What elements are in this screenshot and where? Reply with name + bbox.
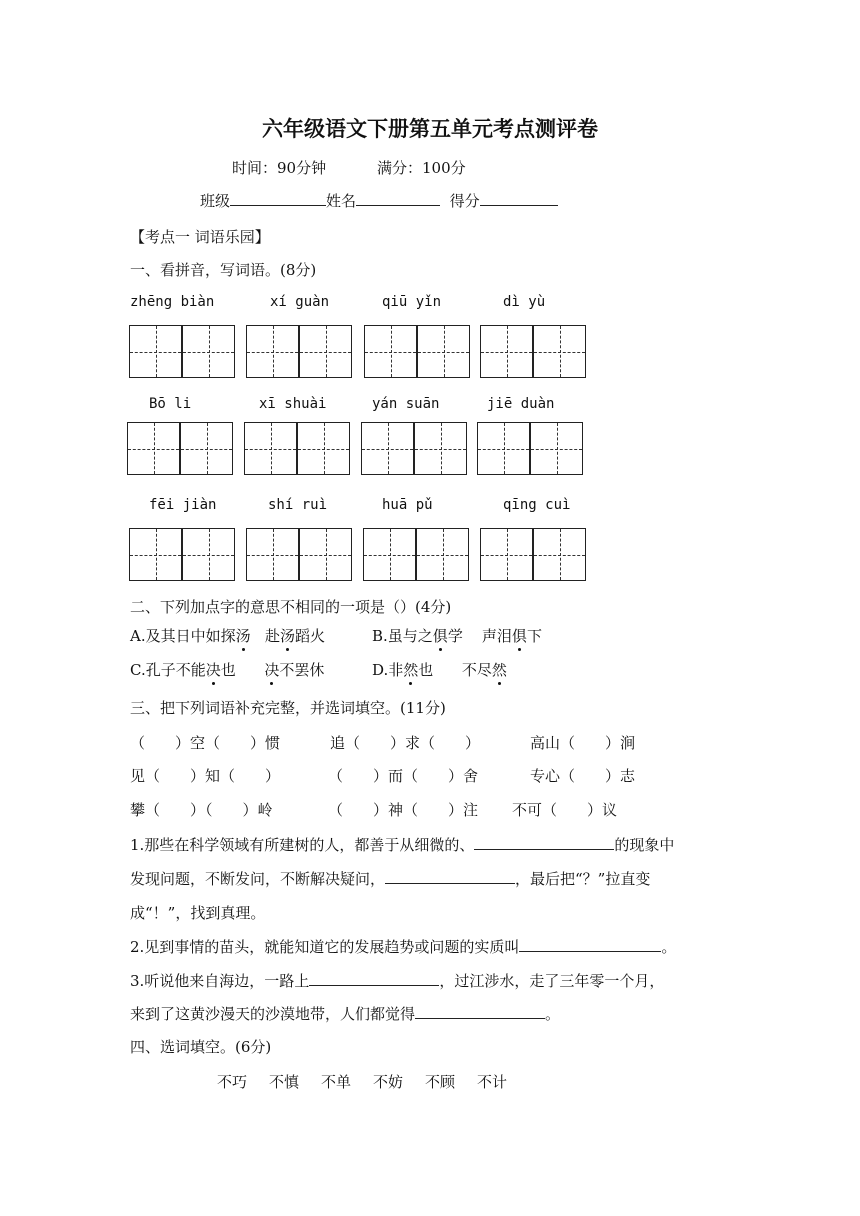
section-heading: 【考点一 词语乐园】: [130, 228, 270, 246]
word-choice: 不单: [321, 1073, 352, 1091]
writing-grid-cell[interactable]: [299, 325, 352, 378]
pinyin-label: huā pǔ: [382, 497, 433, 513]
idiom-blank[interactable]: 专心（ ）志: [530, 767, 636, 785]
idiom-blank[interactable]: （ ）而（ ）舍: [328, 767, 479, 785]
pinyin-label: yán suān: [372, 396, 440, 412]
writing-grid-cell[interactable]: [244, 422, 297, 475]
writing-grid-cell[interactable]: [533, 325, 586, 378]
idiom-blank[interactable]: 见（ ）知（ ）: [130, 767, 281, 785]
answer-blank[interactable]: [385, 869, 515, 884]
option-text: 不罢休: [279, 661, 325, 679]
sentence-text: 。: [661, 938, 677, 956]
question-1-heading: 一、看拼音，写词语。(8分): [130, 261, 317, 279]
pinyin-label: dì yù: [503, 294, 546, 310]
writing-grid-cell[interactable]: [480, 528, 533, 581]
writing-grid-cell[interactable]: [477, 422, 530, 475]
sentence-1-cont: [130, 868, 650, 889]
writing-grid-cell[interactable]: [416, 528, 469, 581]
question-3-heading: 三、把下列词语补充完整，并选词填空。(11分): [130, 699, 446, 717]
option-c: [130, 659, 324, 680]
page-title: 六年级语文下册第五单元考点测评卷: [262, 116, 598, 141]
idiom-blank[interactable]: （ ）空（ ）惯: [130, 734, 281, 752]
option-a: [130, 625, 325, 646]
writing-grid-cell[interactable]: [182, 528, 235, 581]
writing-grid-cell[interactable]: [180, 422, 233, 475]
option-text: A.及其日中如探: [130, 627, 236, 645]
student-info-line: [200, 190, 558, 211]
time-label: 时间：90分钟: [232, 159, 327, 177]
sentence-3-cont: [130, 1003, 560, 1024]
pinyin-label: qiū yǐn: [382, 294, 442, 310]
idiom-blank[interactable]: 不可（ ）议: [512, 801, 618, 819]
option-text: 赴: [264, 627, 280, 645]
answer-blank[interactable]: [474, 835, 614, 850]
option-d: [372, 659, 507, 680]
word-choice: 不计: [477, 1073, 508, 1091]
writing-grid-cell[interactable]: [530, 422, 583, 475]
pinyin-label: shí ruì: [268, 497, 328, 513]
pinyin-label: jiē duàn: [487, 396, 555, 412]
sentence-1-end: 成“！”，找到真理。: [130, 904, 266, 922]
class-blank[interactable]: [230, 191, 326, 206]
dotted-char: 决: [205, 661, 221, 679]
word-choice: 不顾: [425, 1073, 456, 1091]
writing-grid-cell[interactable]: [246, 528, 299, 581]
writing-grid-cell[interactable]: [127, 422, 180, 475]
class-label: 班级: [200, 192, 231, 210]
option-text: B.虽与之: [372, 627, 433, 645]
option-text: D.非: [372, 661, 404, 679]
sentence-3: [130, 970, 664, 991]
sentence-text: 发现问题，不断发问，不断解决疑问，: [130, 870, 386, 888]
writing-grid-cell[interactable]: [299, 528, 352, 581]
option-text: C.孔子不能: [130, 661, 206, 679]
dotted-char: 俱: [432, 627, 448, 645]
name-label: 姓名: [326, 192, 357, 210]
writing-grid-cell[interactable]: [364, 325, 417, 378]
dotted-char: 然: [491, 661, 507, 679]
dotted-char: 汤: [235, 627, 251, 645]
sentence-2: [130, 936, 676, 957]
sentence-text: 1.那些在科学领域有所建树的人，都善于从细微的、: [130, 836, 475, 854]
sentence-text: 的现象中: [614, 836, 675, 854]
question-4-heading: 四、选词填空。(6分): [130, 1038, 272, 1056]
writing-grid-cell[interactable]: [363, 528, 416, 581]
sentence-text: ，最后把“？”拉直变: [515, 870, 651, 888]
word-choice: 不慎: [269, 1073, 300, 1091]
dotted-char: 然: [403, 661, 419, 679]
option-text: 蹈火: [294, 627, 325, 645]
writing-grid-cell[interactable]: [417, 325, 470, 378]
dotted-char: 汤: [279, 627, 295, 645]
sentence-text: 来到了这黄沙漫天的沙漠地带，人们都觉得: [130, 1005, 416, 1023]
score-blank[interactable]: [480, 191, 558, 206]
pinyin-label: qīng cuì: [503, 497, 571, 513]
pinyin-label: xí guàn: [270, 294, 330, 310]
answer-blank[interactable]: [415, 1004, 545, 1019]
dotted-char: 俱: [511, 627, 527, 645]
writing-grid-cell[interactable]: [533, 528, 586, 581]
dotted-char: 决: [264, 661, 280, 679]
sentence-text: 2.见到事情的苗头，就能知道它的发展趋势或问题的实质叫: [130, 938, 520, 956]
writing-grid-cell[interactable]: [414, 422, 467, 475]
writing-grid-cell[interactable]: [129, 325, 182, 378]
word-choice: 不巧: [217, 1073, 248, 1091]
sentence-text: 。: [545, 1005, 561, 1023]
sentence-text: ，过江涉水，走了三年零一个月，: [439, 972, 665, 990]
writing-grid-cell[interactable]: [361, 422, 414, 475]
option-b: [372, 625, 542, 646]
idiom-blank[interactable]: （ ）神（ ）注: [328, 801, 479, 819]
writing-grid-cell[interactable]: [480, 325, 533, 378]
question-2-heading: 二、下列加点字的意思不相同的一项是（）(4分): [130, 598, 452, 616]
word-choice: 不妨: [373, 1073, 404, 1091]
full-score-label: 满分：100分: [377, 159, 466, 177]
answer-blank[interactable]: [519, 937, 661, 952]
idiom-blank[interactable]: 高山（ ）涧: [530, 734, 636, 752]
option-text: 声泪: [481, 627, 512, 645]
writing-grid-cell[interactable]: [297, 422, 350, 475]
answer-blank[interactable]: [309, 971, 439, 986]
option-text: 也: [220, 661, 236, 679]
pinyin-label: fēi jiàn: [149, 497, 217, 513]
name-blank[interactable]: [356, 191, 440, 206]
sentence-1: [130, 834, 674, 855]
sentence-text: 3.听说他来自海边，一路上: [130, 972, 310, 990]
pinyin-label: zhēng biàn: [130, 294, 215, 310]
writing-grid-cell[interactable]: [246, 325, 299, 378]
score-label: 得分: [449, 192, 480, 210]
writing-grid-cell[interactable]: [182, 325, 235, 378]
pinyin-label: xī shuài: [259, 396, 327, 412]
pinyin-label: Bō li: [149, 396, 192, 412]
option-text: 学: [447, 627, 463, 645]
idiom-blank[interactable]: 攀（ ）（ ）岭: [130, 801, 273, 819]
option-text: 也: [418, 661, 434, 679]
option-text: 不尽: [461, 661, 492, 679]
option-text: 下: [526, 627, 542, 645]
writing-grid-cell[interactable]: [129, 528, 182, 581]
idiom-blank[interactable]: 追（ ）求（ ）: [330, 734, 481, 752]
